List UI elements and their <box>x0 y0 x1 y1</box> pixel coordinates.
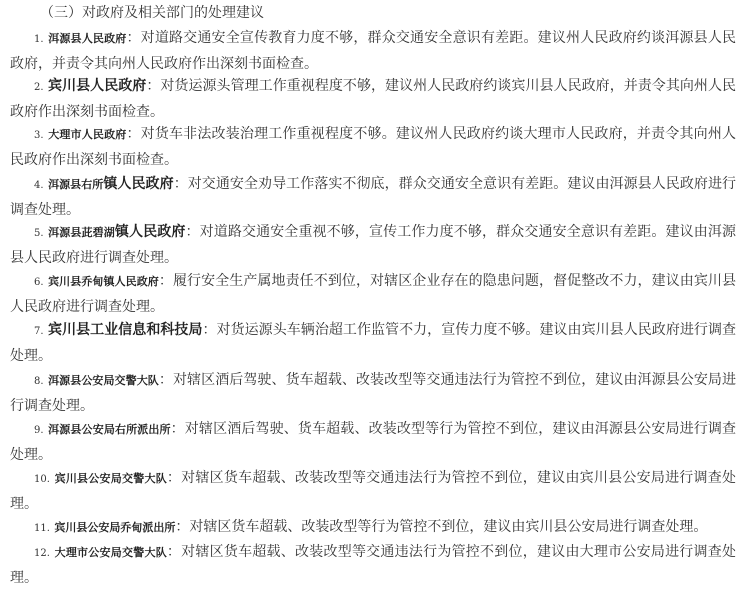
section-heading: （三）对政府及相关部门的处理建议 <box>40 5 264 21</box>
list-item <box>10 172 736 222</box>
item-org <box>48 178 174 191</box>
list-item <box>10 540 736 590</box>
item-number: 12. <box>34 548 50 559</box>
item-number: 5. <box>34 228 44 239</box>
item-org-suffix: 镇人民政府 <box>103 176 174 192</box>
item-number: 11. <box>34 523 50 534</box>
item-org: 宾川县工业信息和科技局 <box>48 322 203 338</box>
item-text: ：对辖区酒后驾驶、货车超载、改装改型等行为管控不到位，建议由洱源县公安局进行调查处理。 <box>10 421 737 463</box>
item-number: 10. <box>34 474 50 485</box>
item-org: 宾川县人民政府 <box>48 78 147 94</box>
item-text: ：对道路交通安全宣传教育力度不够，群众交通安全意识有差距。建议州人民政府约谈洱源县人民政府，并责令其向州人民政府作出深刻书面检查。 <box>10 30 737 72</box>
item-number: 3. <box>34 130 44 141</box>
item-org: 洱源县人民政府 <box>48 32 127 45</box>
item-org: 大理市公安局交警大队 <box>54 546 167 559</box>
item-org <box>48 226 185 239</box>
item-number: 8. <box>34 376 44 387</box>
item-org: 洱源县公安局交警大队 <box>48 374 159 387</box>
list-item <box>10 318 736 368</box>
list-item <box>10 417 736 467</box>
list-item <box>10 74 736 124</box>
item-text: ：对交通安全劝导工作落实不彻底，群众交通安全意识有差距。建议由洱源县人民政府进行调查处理。 <box>10 176 737 218</box>
item-text: ：对道路交通安全重视不够，宣传工作力度不够，群众交通安全意识有差距。建议由洱源县人民政府进行调查处理。 <box>10 224 737 266</box>
item-org: 宾川县乔甸镇人民政府 <box>48 275 159 288</box>
item-text: ：对辖区货车超载、改装改型等交通违法行为管控不到位，建议由宾川县公安局进行调查处理。 <box>10 470 736 512</box>
item-text: ：对货运源头管理工作重视程度不够，建议州人民政府约谈宾川县人民政府，并责令其向州人民政府作出深刻书面检查。 <box>10 78 737 120</box>
item-number: 1. <box>34 34 44 45</box>
item-number: 9. <box>34 425 44 436</box>
item-org: 宾川县公安局乔甸派出所 <box>54 521 176 534</box>
item-number: 2. <box>34 82 44 93</box>
item-number: 7. <box>34 326 44 337</box>
item-text: ：对货车非法改装治理工作重视程度不够。建议州人民政府约谈大理市人民政府，并责令其向州人民政府作出深刻书面检查。 <box>10 126 737 168</box>
item-text: ：对货运源头车辆治超工作监管不力，宣传力度不够。建议由宾川县人民政府进行调查处理。 <box>10 322 737 364</box>
item-text: ：对辖区货车超载、改装改型等交通违法行为管控不到位，建议由大理市公安局进行调查处理。 <box>10 544 736 586</box>
item-org: 洱源县公安局右所派出所 <box>48 423 171 436</box>
list-item <box>10 466 736 516</box>
item-text: ：履行安全生产属地责任不到位，对辖区企业存在的隐患问题，督促整改不力，建议由宾川县人民政府进行调查处理。 <box>10 273 737 315</box>
item-org-prefix: 洱源县茈碧湖 <box>48 226 115 239</box>
item-org: 宾川县公安局交警大队 <box>54 472 167 485</box>
item-org-suffix: 镇人民政府 <box>114 224 186 240</box>
item-org-prefix: 洱源县右所 <box>48 178 104 191</box>
item-text: ：对辖区酒后驾驶、货车超载、改装改型等交通违法行为管控不到位，建议由洱源县公安局进行调查处理。 <box>10 372 737 414</box>
list-item <box>10 269 736 319</box>
list-item <box>10 26 736 76</box>
list-item <box>10 220 736 270</box>
item-number: 6. <box>34 277 44 288</box>
list-item <box>10 122 736 172</box>
item-number: 4. <box>34 180 44 191</box>
item-text: ：对辖区货车超载、改装改型等行为管控不到位，建议由宾川县公安局进行调查处理。 <box>175 519 708 535</box>
list-item <box>10 515 736 541</box>
item-org: 大理市人民政府 <box>48 128 127 141</box>
list-item <box>10 368 736 418</box>
